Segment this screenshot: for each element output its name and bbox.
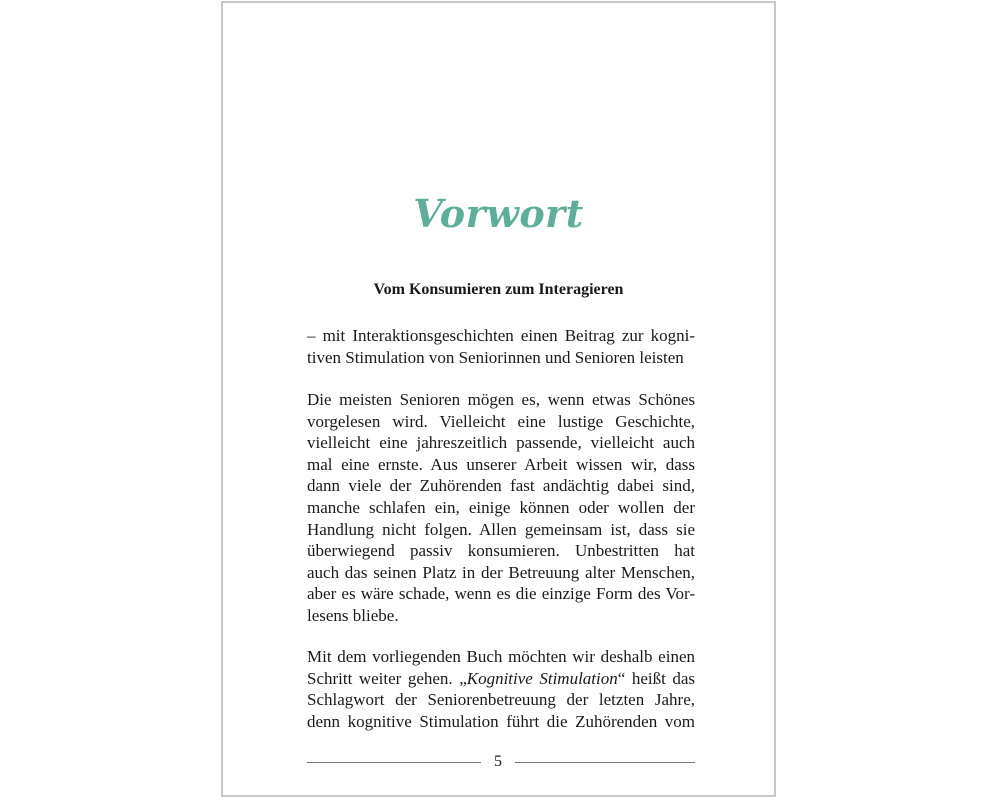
paragraph-line: dann viele der Zuhörenden fast andächtig dabei sind, [307,476,695,496]
paragraph-line: vielleicht eine jahreszeitlich passende, vielleicht auch [307,433,695,453]
paragraph-line: Die meisten Senioren mögen es, wenn etwas Schönes [307,390,695,409]
paragraph-line: vorgelesen wird. Vielleicht eine lustige Geschichte, [307,411,695,431]
lead-line: tiven Stimulation von Seniorinnen und Senioren leisten [307,347,684,367]
paragraph-line: überwiegend passiv konsumieren. Unbestritten hat [307,541,695,561]
paragraph-2 [307,646,695,732]
book-page [221,1,776,797]
paragraph-line [307,668,695,690]
paragraph-1 [307,389,695,627]
footer-rule-right [515,762,695,763]
paragraph-line: lesens bliebe. [307,605,399,625]
paragraph-line: Mit dem vorliegenden Buch möchten wir deshalb einen [307,647,695,666]
paragraph-line: Handlung nicht folgen. Allen gemeinsam ist, dass sie [307,519,695,539]
page-number: 5 [494,753,502,770]
lead-line: – mit Interaktionsgeschichten einen Beitrag zur kogni- [307,326,695,345]
chapter-title: Vorwort [413,191,584,236]
paragraph-line: aber es wäre schade, wenn es die einzige Form des Vor- [307,584,695,604]
italic-term: Kognitive Stimulation [466,668,618,688]
paragraph-line: mal eine ernste. Aus unserer Arbeit wissen wir, dass [307,454,695,474]
lead-text [307,325,695,368]
paragraph-line: auch das seinen Platz in der Betreuung alter Menschen, [307,562,695,582]
footer-rule-left [307,762,481,763]
paragraph-line: denn kognitive Stimulation führt die Zuhörenden vom [307,711,695,731]
paragraph-line: Schlagwort der Seniorenbetreuung der letzten Jahre, [307,690,695,710]
line-text: “ heißt das [617,668,695,688]
chapter-subtitle: Vom Konsumieren zum Interagieren [373,281,624,298]
line-text: Schritt weiter gehen. „ [307,668,467,688]
paragraph-line: manche schlafen ein, einige können oder wollen der [307,497,695,517]
